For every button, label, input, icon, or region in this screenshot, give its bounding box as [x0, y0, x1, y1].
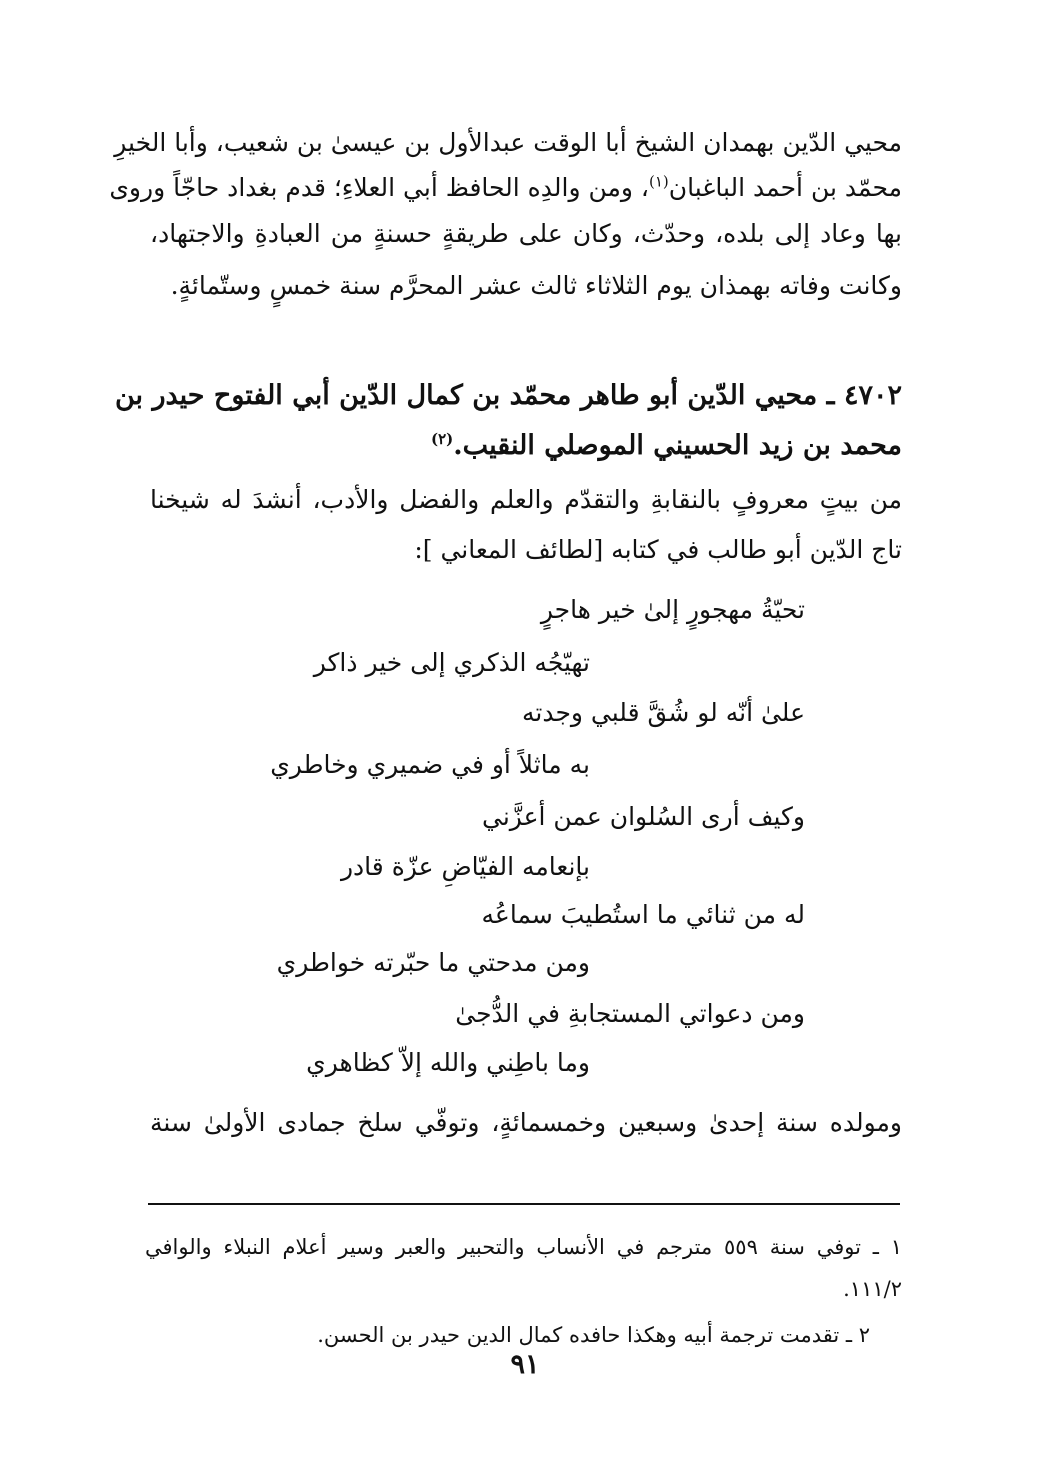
- poem-verse: علىٰ أنّه لو شُقَّ قلبي وجدته: [521, 698, 805, 727]
- footnote-1: ١ ـ توفي سنة ٥٥٩ مترجم في الأنساب والتحبير والعبر وسير أعلام النبلاء والوافي: [145, 1235, 903, 1259]
- paragraph-line: بها وعاد إلى بلده، وحدّث، وكان على طريقةٍ حسنةٍ من العبادةِ والاجتهاد،: [150, 219, 902, 248]
- paragraph-text: محمّد بن أحمد الباغبان: [668, 173, 902, 202]
- footnote-divider: [148, 1203, 900, 1205]
- poem-verse: ومن دعواتي المستجابةِ في الدُّجىٰ: [455, 999, 805, 1028]
- paragraph-text: ، ومن والدِه الحافظ أبي العلاءِ؛ قدم بغداد حاجّاً وروى: [109, 173, 649, 202]
- poem-verse: ومن مدحتي ما حبّرته خواطري: [276, 948, 590, 977]
- footnote-ref: (٢): [430, 430, 454, 448]
- poem-verse: وكيف أرى السُلوان عمن أعزَّني: [482, 802, 805, 831]
- footnote-1-continuation: ١١١/٢.: [843, 1277, 902, 1301]
- poem-verse: بإنعامه الفيّاضِ عزّة قادر: [340, 852, 590, 881]
- intro-line: تاج الدّين أبو طالب في كتابه [لطائف المعاني ]:: [414, 535, 902, 564]
- paragraph-line: [109, 168, 902, 208]
- entry-heading: [150, 424, 902, 468]
- closing-line: ومولده سنة إحدىٰ وسبعين وخمسمائةٍ، وتوفّي سلخ جمادى الأولىٰ سنة: [150, 1108, 902, 1137]
- heading-text: محمد بن زيد الحسيني الموصلي النقيب.: [453, 430, 902, 461]
- paragraph-line: وكانت وفاته بهمذان يوم الثلاثاء ثالث عشر المحرَّم سنة خمسٍ وستّمائةٍ.: [170, 271, 902, 300]
- page-number: ٩١: [510, 1349, 540, 1380]
- poem-verse: تحيّةُ مهجورٍ إلىٰ خير هاجرٍ: [540, 595, 805, 624]
- poem-verse: له من ثنائي ما استُطيبَ سماعُه: [481, 900, 805, 929]
- entry-heading: ٤٧٠٢ ـ محيي الدّين أبو طاهر محمّد بن كمال الدّين أبي الفتوح حيدر بن: [114, 380, 902, 411]
- footnote-ref: (١): [648, 172, 669, 191]
- paragraph-line: محيي الدّين بهمدان الشيخ أبا الوقت عبدالأول بن عيسىٰ بن شعيب، وأبا الخيرِ: [114, 128, 902, 157]
- footnote-2: ٢ ـ تقدمت ترجمة أبيه وهكذا حافده كمال الدين حيدر بن الحسن.: [317, 1323, 870, 1347]
- poem-verse: تهيّجُه الذكري إلى خير ذاكر: [313, 648, 590, 677]
- intro-line: من بيتٍ معروفٍ بالنقابةِ والتقدّم والعلم والفضل والأدب، أنشدَ له شيخنا: [150, 485, 902, 514]
- poem-verse: به ماثلاً أو في ضميري وخاطري: [270, 750, 590, 779]
- poem-verse: وما باطِني والله إلاّ كظاهري: [306, 1048, 590, 1077]
